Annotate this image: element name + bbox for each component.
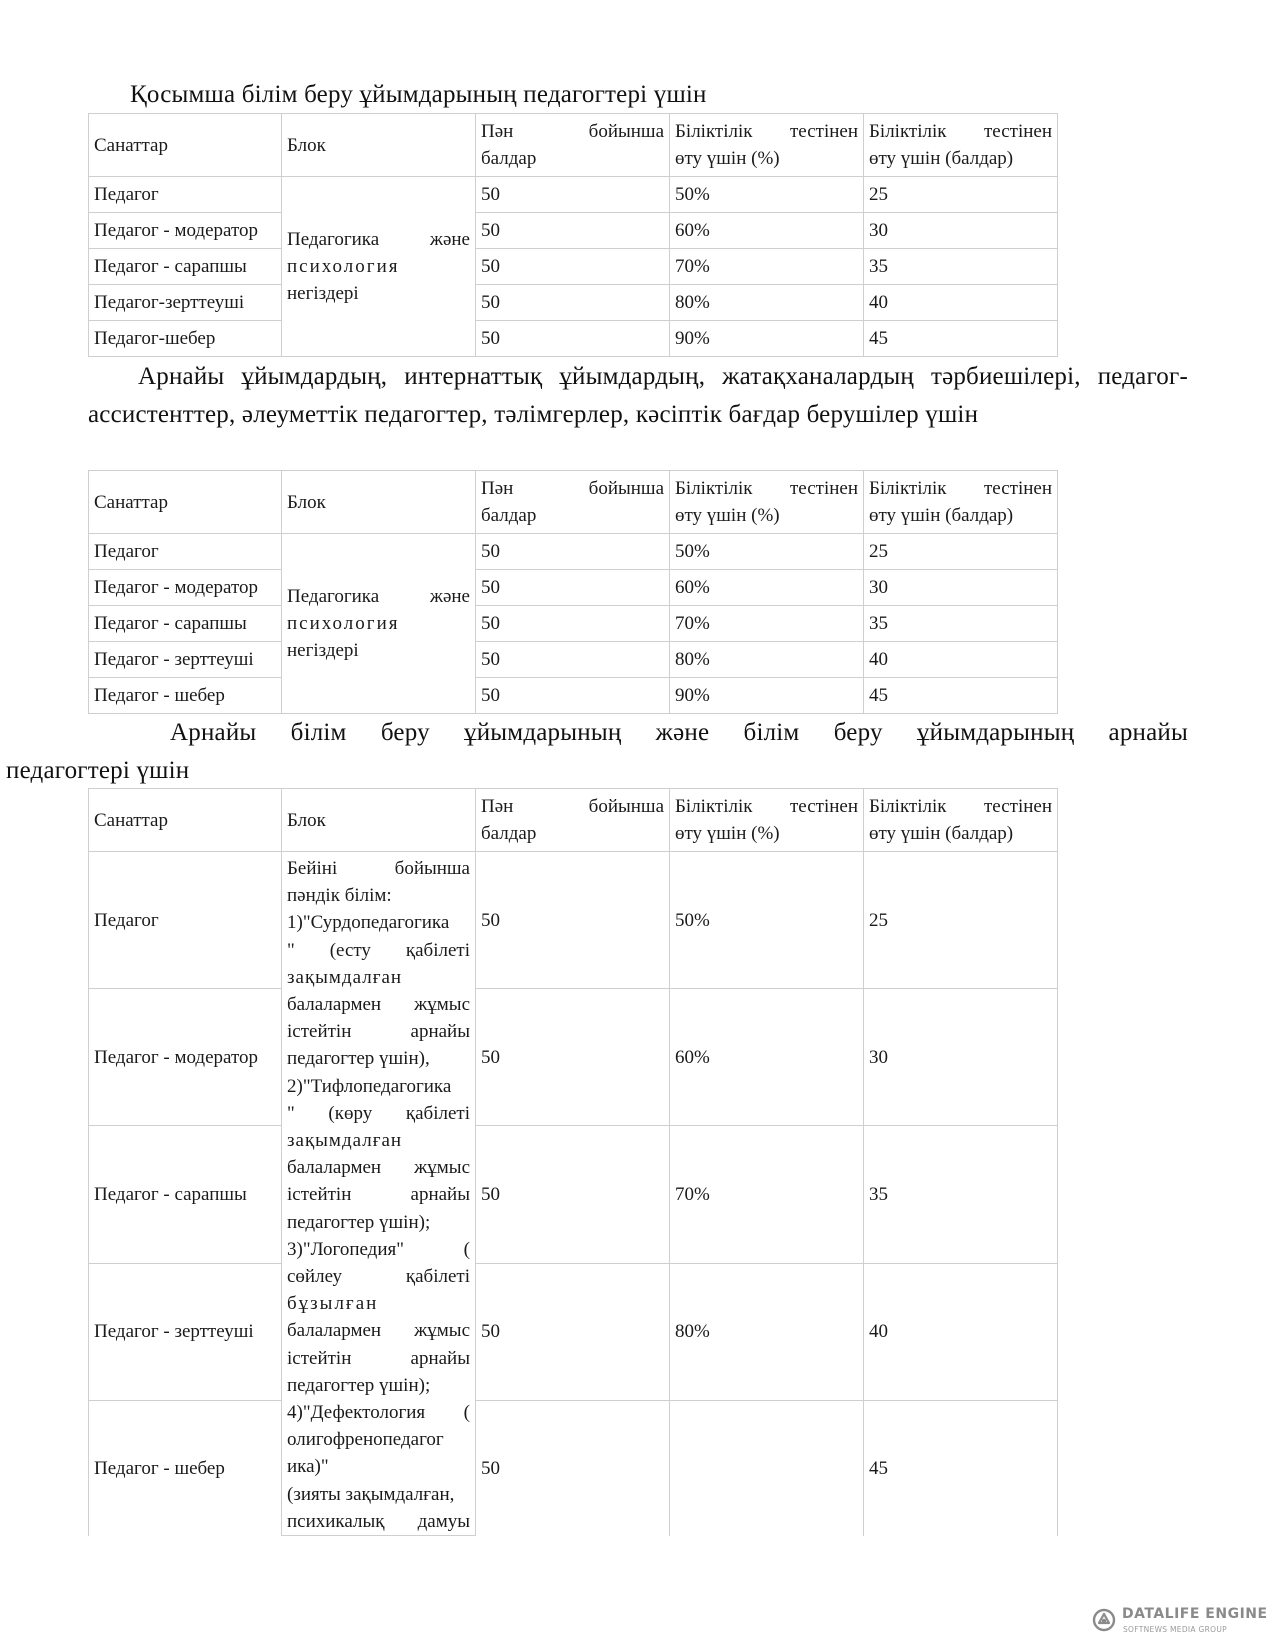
category-cell: Педагог <box>89 534 282 570</box>
points-cell: 50 <box>476 852 670 989</box>
table-row <box>89 249 1058 285</box>
percent-cell <box>670 1400 864 1535</box>
table-row <box>89 177 1058 213</box>
points-cell: 50 <box>476 249 670 285</box>
percent-cell: 80% <box>670 1263 864 1400</box>
table-row <box>89 534 1058 570</box>
header-block: Блок <box>282 114 476 177</box>
category-cell: Педагог - модератор <box>89 213 282 249</box>
watermark-subtitle: SOFTNEWS MEDIA GROUP <box>1123 1625 1227 1634</box>
pass-points-cell: 45 <box>864 1400 1058 1535</box>
percent-cell: 60% <box>670 570 864 606</box>
qualification-table-additional-education <box>88 113 1058 357</box>
category-cell: Педагог - шебер <box>89 1400 282 1535</box>
header-categories: Санаттар <box>89 471 282 534</box>
pass-points-cell: 30 <box>864 213 1058 249</box>
points-cell: 50 <box>476 534 670 570</box>
datalife-logo-icon <box>1092 1608 1116 1632</box>
points-cell: 50 <box>476 213 670 249</box>
block-cell: Педагогика және психология негіздері <box>282 177 476 357</box>
pass-points-cell: 25 <box>864 534 1058 570</box>
header-subject-points: Пән бойынша балдар <box>476 789 670 852</box>
category-cell: Педагог-шебер <box>89 321 282 357</box>
points-cell: 50 <box>476 1400 670 1535</box>
watermark-title: DATALIFE ENGINE <box>1122 1606 1268 1622</box>
category-cell: Педагог - модератор <box>89 989 282 1126</box>
qualification-table-special-education <box>88 788 1058 1536</box>
section-heading-special-organizations: Арнайы ұйымдардың, интернаттық ұйымдардың, жатақханалардың тәрбиешілері, педагог-ассистенттер, әлеуметтік педагогтер, тәлімгерлер, кәсіптік бағдар берушілер үшін <box>88 363 1188 428</box>
category-cell: Педагог <box>89 177 282 213</box>
percent-cell: 60% <box>670 989 864 1126</box>
table-row <box>89 852 1058 989</box>
header-pass-points: Біліктілік тестінен өту үшін (балдар) <box>864 114 1058 177</box>
table-header-row <box>89 789 1058 852</box>
points-cell: 50 <box>476 1126 670 1263</box>
category-cell: Педагог - шебер <box>89 678 282 714</box>
category-cell: Педагог <box>89 852 282 989</box>
header-pass-points: Біліктілік тестінен өту үшін (балдар) <box>864 789 1058 852</box>
section-heading-special-education: Арнайы білім беру ұйымдарының және білім беру ұйымдарының арнайы педагогтері үшін <box>6 719 1188 784</box>
percent-cell: 80% <box>670 285 864 321</box>
percent-cell: 70% <box>670 249 864 285</box>
points-cell: 50 <box>476 606 670 642</box>
points-cell: 50 <box>476 678 670 714</box>
category-cell: Педагог - сарапшы <box>89 249 282 285</box>
pass-points-cell: 25 <box>864 852 1058 989</box>
category-cell: Педагог - сарапшы <box>89 1126 282 1263</box>
header-categories: Санаттар <box>89 114 282 177</box>
points-cell: 50 <box>476 1263 670 1400</box>
header-subject-points: Пән бойынша балдар <box>476 114 670 177</box>
table-header-row <box>89 471 1058 534</box>
table-row <box>89 989 1058 1126</box>
header-subject-points: Пән бойынша балдар <box>476 471 670 534</box>
header-block: Блок <box>282 789 476 852</box>
pass-points-cell: 40 <box>864 1263 1058 1400</box>
datalife-engine-watermark <box>1092 1604 1272 1638</box>
table-row <box>89 1400 1058 1535</box>
pass-points-cell: 40 <box>864 642 1058 678</box>
table-row <box>89 213 1058 249</box>
table-row <box>89 642 1058 678</box>
pass-points-cell: 45 <box>864 321 1058 357</box>
points-cell: 50 <box>476 321 670 357</box>
header-pass-percent: Біліктілік тестінен өту үшін (%) <box>670 114 864 177</box>
pass-points-cell: 40 <box>864 285 1058 321</box>
pass-points-cell: 35 <box>864 606 1058 642</box>
category-cell: Педагог - сарапшы <box>89 606 282 642</box>
percent-cell: 70% <box>670 606 864 642</box>
table-row <box>89 285 1058 321</box>
category-cell: Педагог-зерттеуші <box>89 285 282 321</box>
pass-points-cell: 35 <box>864 1126 1058 1263</box>
qualification-table-special-organizations <box>88 470 1058 714</box>
points-cell: 50 <box>476 177 670 213</box>
pass-points-cell: 45 <box>864 678 1058 714</box>
table-header-row <box>89 114 1058 177</box>
category-cell: Педагог - зерттеуші <box>89 642 282 678</box>
percent-cell: 70% <box>670 1126 864 1263</box>
category-cell: Педагог - зерттеуші <box>89 1263 282 1400</box>
percent-cell: 80% <box>670 642 864 678</box>
header-pass-percent: Біліктілік тестінен өту үшін (%) <box>670 789 864 852</box>
section-heading-additional-education: Қосымша білім беру ұйымдарының педагогтері үшін <box>130 81 707 108</box>
pass-points-cell: 30 <box>864 570 1058 606</box>
table-row <box>89 570 1058 606</box>
header-block: Блок <box>282 471 476 534</box>
table-row <box>89 321 1058 357</box>
table-row <box>89 1263 1058 1400</box>
percent-cell: 90% <box>670 678 864 714</box>
category-cell: Педагог - модератор <box>89 570 282 606</box>
block-cell: Бейіні бойынша пәндік білім: 1)"Сурдопедагогика " (есту қабілеті зақымдалған балалармен жұмыс істейтін арнайы педагогтер үшін), 2)"Тифлопедагогика " (көру қабілеті зақымдалған балалармен жұмыс істейтін арнайы педагогтер үшін); 3)"Логопедия" ( сөйлеу қабілеті бұзылған балалармен жұмыс істейтін арнайы педагогтер үшін); 4)"Дефектология ( олигофренопедагог ика)" (зияты зақымдалған, психикалық дамуы <box>282 852 476 1536</box>
percent-cell: 90% <box>670 321 864 357</box>
header-pass-percent: Біліктілік тестінен өту үшін (%) <box>670 471 864 534</box>
pass-points-cell: 35 <box>864 249 1058 285</box>
table-row <box>89 678 1058 714</box>
pass-points-cell: 25 <box>864 177 1058 213</box>
points-cell: 50 <box>476 285 670 321</box>
percent-cell: 60% <box>670 213 864 249</box>
header-pass-points: Біліктілік тестінен өту үшін (балдар) <box>864 471 1058 534</box>
points-cell: 50 <box>476 989 670 1126</box>
percent-cell: 50% <box>670 852 864 989</box>
table-row <box>89 606 1058 642</box>
table-row <box>89 1126 1058 1263</box>
percent-cell: 50% <box>670 177 864 213</box>
pass-points-cell: 30 <box>864 989 1058 1126</box>
percent-cell: 50% <box>670 534 864 570</box>
block-cell: Педагогика және психология негіздері <box>282 534 476 714</box>
header-categories: Санаттар <box>89 789 282 852</box>
points-cell: 50 <box>476 570 670 606</box>
points-cell: 50 <box>476 642 670 678</box>
